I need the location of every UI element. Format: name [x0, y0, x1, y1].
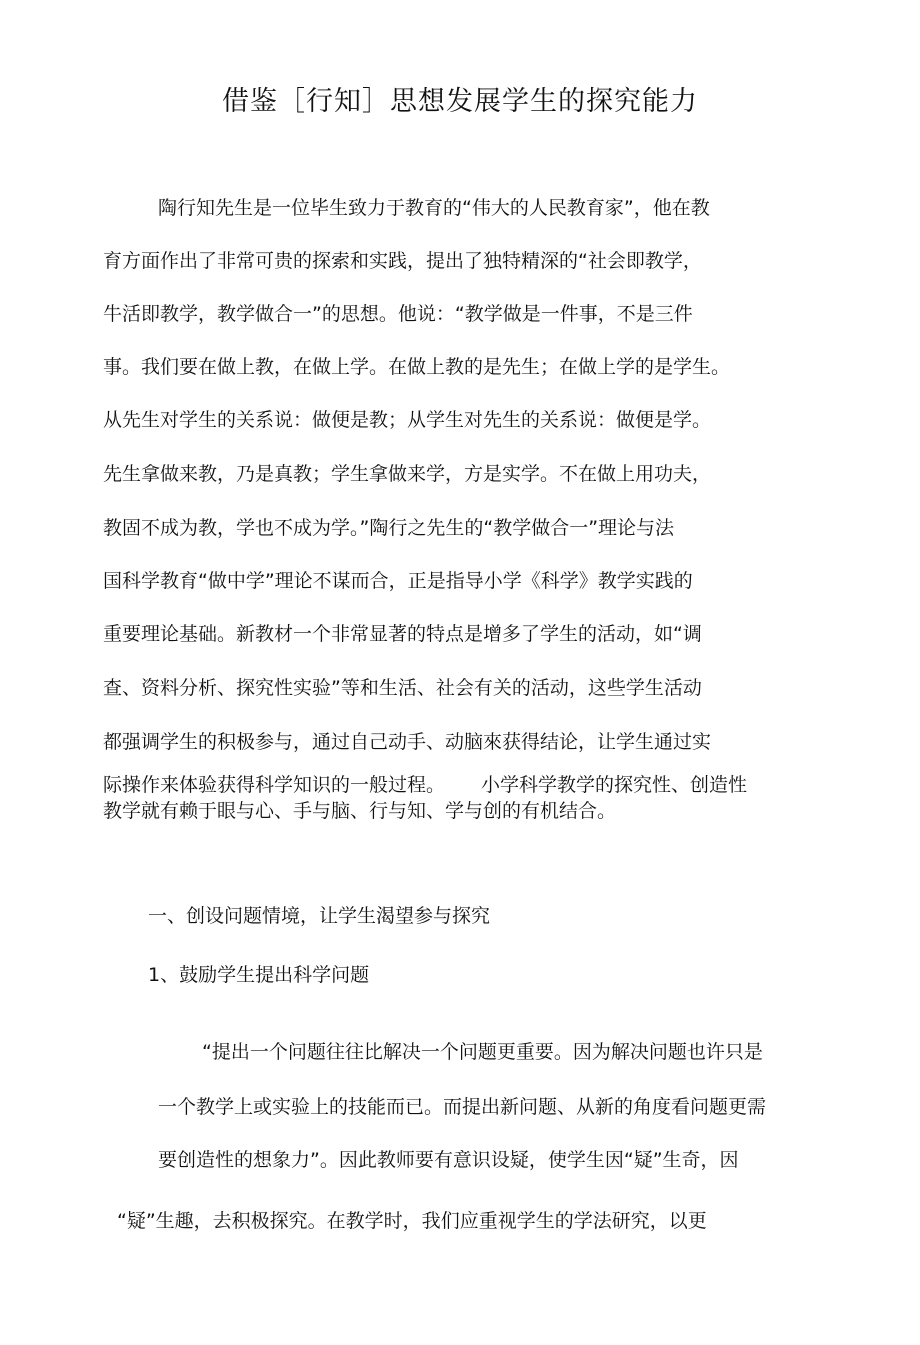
intro-line-8: 国科学教育“做中学”理论不谋而合，正是指导小学《科学》教学实践的 — [103, 570, 693, 592]
subsection-heading: 1、鼓励学生提出科学问题 — [148, 964, 370, 986]
intro-line-13: 教学就有赖于眼与心、手与脑、行与知、学与创的有机结合。 — [103, 800, 617, 822]
section-heading: 一、创设问题情境，让学生渴望参与探究 — [148, 905, 491, 927]
intro-line-7: 教固不成为教，学也不成为学。”陶行之先生的“教学做合一”理论与法 — [103, 517, 675, 539]
intro-line-2: 育方面作出了非常可贵的探索和实践，提出了独特精深的“社会即教学， — [103, 250, 702, 272]
intro-line-11: 都强调学生的积极参与，通过自己动手、动脑來获得结论，让学生通过实 — [103, 731, 712, 753]
intro-line-10: 查、资料分析、探究性实验”等和生活、社会有关的活动，这些学生活动 — [103, 677, 702, 699]
intro-line-5: 从先生对学生的关系说：做便是教；从学生对先生的关系说：做便是学。 — [103, 409, 712, 431]
quote-line-1: “提出一个问题往往比解决一个问题更重要。因为解决问题也许只是 — [202, 1041, 763, 1063]
intro-tail-b: 小学科学教学的探究性、创造性 — [481, 774, 748, 796]
intro-tail-a: 际操作来体验获得科学知识的一般过程。 — [103, 774, 446, 796]
document-title: 借鉴［行知］思想发展学生的探究能力 — [222, 86, 698, 117]
intro-line-12 — [103, 772, 747, 798]
quote-line-2: 一个教学上或实验上的技能而已。而提出新问题、从新的角度看问题更需 — [158, 1096, 767, 1118]
intro-line-9: 重要理论基础。新教材一个非常显著的特点是增多了学生的活动，如“调 — [103, 623, 702, 645]
quote-line-3: 要创造性的想象力”。因此教师要有意识设疑，使学生因“疑”生奇，因 — [158, 1149, 739, 1171]
intro-line-1: 陶行知先生是一位毕生致力于教育的“伟大的人民教育家”，他在教 — [158, 197, 710, 219]
intro-line-4: 事。我们要在做上教，在做上学。在做上教的是先生；在做上学的是学生。 — [103, 356, 731, 378]
intro-line-3: 牛活即教学，教学做合一”的思想。他说：“教学做是一件事，不是三件 — [103, 303, 693, 325]
quote-line-4: “疑”生趣，去积极探究。在教学时，我们应重视学生的学法研究，以更 — [117, 1210, 707, 1232]
intro-line-6: 先生拿做来教，乃是真教；学生拿做来学，方是实学。不在做上用功夫， — [103, 463, 712, 485]
